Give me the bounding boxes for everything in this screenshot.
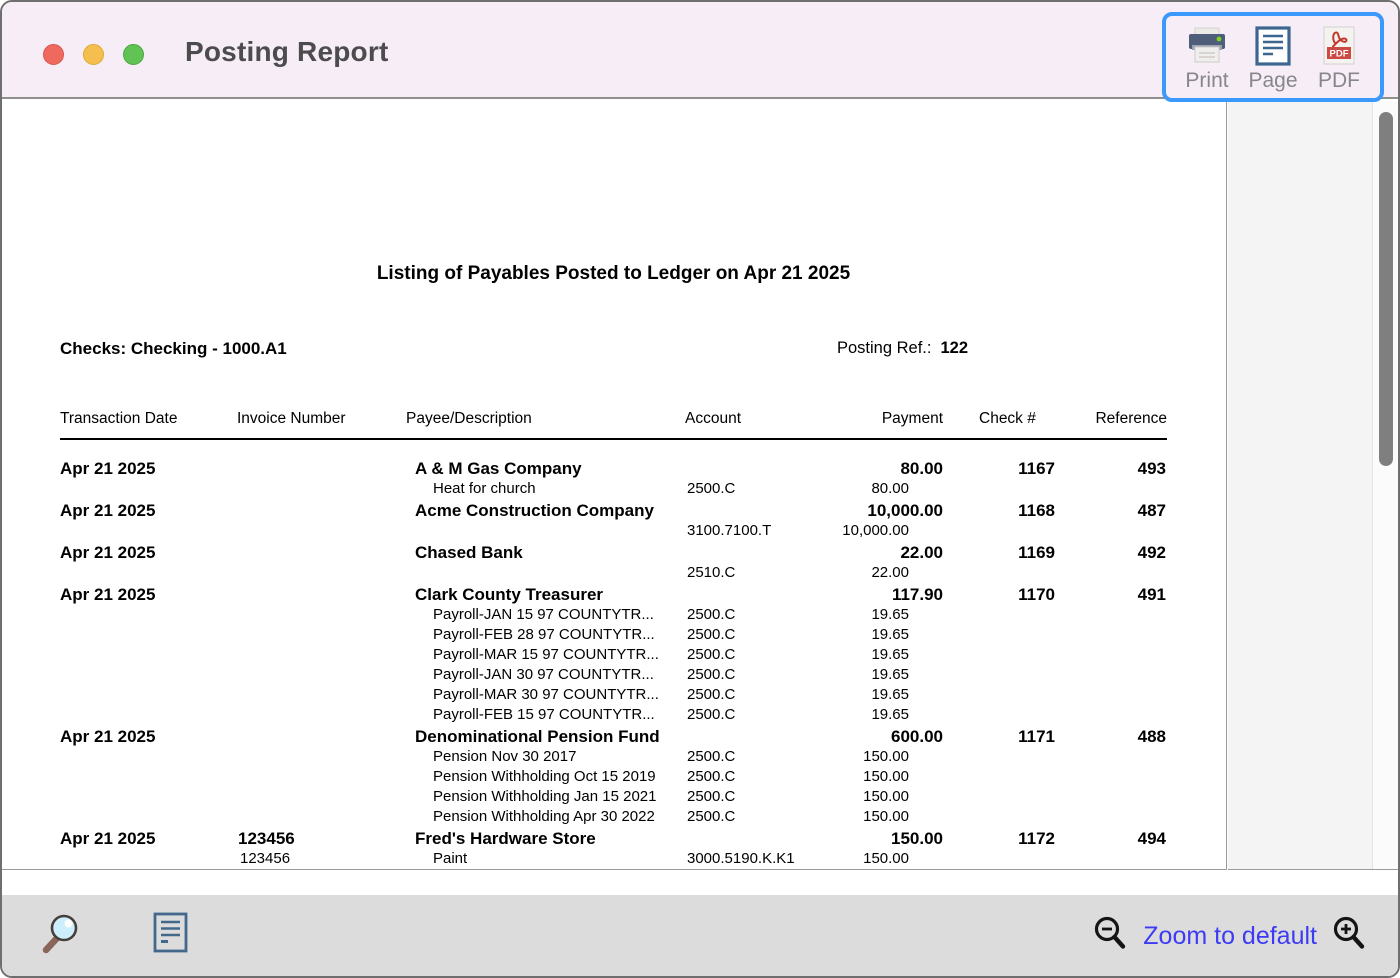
cell-check-number: 1168	[1018, 501, 1055, 520]
table-detail-row	[60, 787, 1167, 807]
cell-transaction-date: Apr 21 2025	[60, 585, 156, 604]
cell-transaction-date: Apr 21 2025	[60, 727, 156, 746]
table-detail-row	[60, 685, 1167, 705]
table-detail-row	[60, 767, 1167, 787]
cell-detail-amount: 150.00	[863, 850, 909, 867]
page-side-gutter	[1228, 101, 1400, 870]
cell-reference: 492	[1137, 543, 1166, 562]
cell-check-number: 1167	[1018, 459, 1055, 478]
report-viewer	[2, 101, 1398, 895]
cell-detail-account: 2500.C	[687, 706, 736, 723]
scrollbar-thumb[interactable]	[1379, 112, 1393, 466]
cell-detail-account: 2500.C	[687, 666, 736, 683]
cell-detail-description: Pension Nov 30 2017	[433, 748, 577, 765]
page-setup-icon	[1254, 23, 1292, 69]
cell-detail-amount: 19.65	[871, 686, 909, 703]
cell-detail-account: 2500.C	[687, 606, 736, 623]
cell-detail-account: 2500.C	[687, 626, 736, 643]
cell-detail-description: Payroll-MAR 30 97 COUNTYTR...	[433, 686, 659, 703]
svg-text:PDF: PDF	[1329, 48, 1349, 60]
cell-detail-amount: 19.65	[871, 606, 909, 623]
cell-detail-account: 2500.C	[687, 788, 736, 805]
cell-detail-description: Pension Withholding Apr 30 2022	[433, 808, 655, 825]
cell-detail-account: 2500.C	[687, 768, 736, 785]
cell-payment: 10,000.00	[867, 501, 943, 520]
posting-ref-label: Posting Ref.:	[837, 339, 932, 357]
toolbar	[1162, 12, 1384, 102]
cell-detail-description: Payroll-JAN 30 97 COUNTYTR...	[433, 666, 654, 683]
table-row	[60, 543, 1167, 563]
cell-detail-amount: 80.00	[871, 480, 909, 497]
vertical-scrollbar[interactable]	[1372, 101, 1398, 869]
printer-icon	[1185, 23, 1229, 69]
cell-check-number: 1171	[1018, 727, 1055, 746]
window-title: Posting Report	[185, 36, 389, 67]
cell-payee: Clark County Treasurer	[415, 585, 604, 604]
checks-account-label: Checks: Checking - 1000.A1	[60, 339, 287, 358]
cell-reference: 487	[1137, 501, 1166, 520]
cell-detail-invoice: 123456	[240, 850, 291, 867]
pdf-file-icon	[1320, 23, 1358, 69]
cell-check-number: 1170	[1018, 585, 1055, 604]
column-header-account: Account	[685, 410, 742, 427]
cell-check-number: 1172	[1018, 829, 1055, 848]
cell-detail-account: 3100.7100.T	[687, 522, 772, 539]
report-title: Listing of Payables Posted to Ledger on Apr 21 2025	[376, 263, 851, 284]
cell-payment: 600.00	[891, 727, 943, 746]
report-rows	[60, 457, 1167, 870]
posting-ref	[837, 339, 968, 358]
table-row	[60, 585, 1167, 605]
cell-payment: 22.00	[900, 543, 943, 562]
zoom-window-button[interactable]	[123, 44, 144, 65]
cell-payee: Chased Bank	[415, 543, 523, 562]
table-detail-row	[60, 605, 1167, 625]
table-detail-row	[60, 521, 1167, 541]
column-header-invoice-number: Invoice Number	[237, 410, 346, 427]
cell-payment: 80.00	[900, 459, 943, 478]
cell-detail-account: 2500.C	[687, 646, 736, 663]
cell-detail-account: 2510.C	[687, 564, 736, 581]
cell-detail-amount: 10,000.00	[842, 522, 909, 539]
column-header-transaction-date: Transaction Date	[60, 410, 178, 427]
cell-detail-description: Payroll-MAR 15 97 COUNTYTR...	[433, 646, 659, 663]
cell-reference: 493	[1137, 459, 1166, 478]
close-window-button[interactable]	[43, 44, 64, 65]
cell-detail-description: Pension Withholding Oct 15 2019	[433, 768, 656, 785]
minimize-window-button[interactable]	[83, 44, 104, 65]
zoom-in-button[interactable]	[1331, 915, 1368, 957]
column-header-payee-description: Payee/Description	[406, 410, 532, 427]
table-detail-row	[60, 705, 1167, 725]
cell-detail-account: 2500.C	[687, 686, 736, 703]
column-header-check-number: Check #	[979, 410, 1036, 427]
cell-reference: 488	[1137, 727, 1166, 746]
table-detail-row	[60, 645, 1167, 665]
cell-reference: 494	[1137, 829, 1166, 848]
cell-detail-amount: 19.65	[871, 706, 909, 723]
cell-detail-account: 3000.5190.K.K1	[687, 850, 795, 867]
cell-transaction-date: Apr 21 2025	[60, 459, 156, 478]
posting-ref-value: 122	[940, 339, 968, 357]
pdf-button-label: PDF	[1318, 69, 1360, 92]
table-row	[60, 727, 1167, 747]
table-detail-row	[60, 747, 1167, 767]
cell-check-number: 1169	[1018, 543, 1055, 562]
cell-payment: 117.90	[891, 585, 943, 604]
cell-detail-description: Paint	[433, 850, 468, 867]
magnifier-tool-button[interactable]	[38, 909, 82, 960]
report-options-button[interactable]	[152, 911, 189, 959]
cell-payee: Denominational Pension Fund	[415, 727, 660, 746]
cell-transaction-date: Apr 21 2025	[60, 543, 156, 562]
table-row	[60, 501, 1167, 521]
cell-detail-description: Pension Withholding Jan 15 2021	[433, 788, 657, 805]
cell-detail-amount: 19.65	[871, 666, 909, 683]
column-header-payment: Payment	[881, 410, 943, 427]
cell-detail-account: 2500.C	[687, 808, 736, 825]
cell-detail-amount: 22.00	[871, 564, 909, 581]
cell-detail-description: Payroll-JAN 15 97 COUNTYTR...	[433, 606, 654, 623]
cell-invoice-number: 123456	[238, 829, 295, 848]
cell-detail-amount: 150.00	[863, 768, 909, 785]
cell-detail-amount: 150.00	[863, 788, 909, 805]
status-bar	[2, 895, 1398, 976]
table-detail-row	[60, 849, 1167, 869]
cell-detail-account: 2500.C	[687, 748, 736, 765]
cell-detail-amount: 150.00	[863, 808, 909, 825]
table-detail-row	[60, 479, 1167, 499]
cell-payee: Acme Construction Company	[415, 501, 654, 520]
table-detail-row	[60, 563, 1167, 583]
zoom-to-default-link[interactable]: Zoom to default	[1143, 921, 1317, 950]
cell-transaction-date: Apr 21 2025	[60, 829, 156, 848]
table-header-row	[60, 410, 1167, 430]
cell-detail-account: 2500.C	[687, 480, 736, 497]
cell-detail-amount: 19.65	[871, 626, 909, 643]
table-header-rule	[60, 438, 1167, 440]
report-meta-row	[60, 339, 1167, 359]
cell-detail-description: Heat for church	[433, 480, 536, 497]
column-header-reference: Reference	[1095, 410, 1167, 427]
cell-payee: A & M Gas Company	[415, 459, 582, 478]
cell-detail-amount: 150.00	[863, 748, 909, 765]
table-row	[60, 459, 1167, 479]
cell-detail-description: Payroll-FEB 15 97 COUNTYTR...	[433, 706, 655, 723]
page-setup-button[interactable]	[1242, 23, 1304, 93]
table-detail-row	[60, 625, 1167, 645]
page-setup-button-label: Page	[1248, 69, 1298, 92]
zoom-out-button[interactable]	[1092, 915, 1129, 957]
table-row	[60, 829, 1167, 849]
report-page	[2, 101, 1227, 870]
cell-payee: Fred's Hardware Store	[415, 829, 596, 848]
pdf-button[interactable]	[1308, 23, 1370, 93]
table-detail-row	[60, 665, 1167, 685]
cell-reference: 491	[1137, 585, 1166, 604]
cell-payment: 150.00	[891, 829, 943, 848]
print-button[interactable]	[1176, 23, 1238, 93]
cell-transaction-date: Apr 21 2025	[60, 501, 156, 520]
table-detail-row	[60, 807, 1167, 827]
cell-detail-amount: 19.65	[871, 646, 909, 663]
print-button-label: Print	[1185, 69, 1229, 92]
cell-detail-description: Payroll-FEB 28 97 COUNTYTR...	[433, 626, 655, 643]
